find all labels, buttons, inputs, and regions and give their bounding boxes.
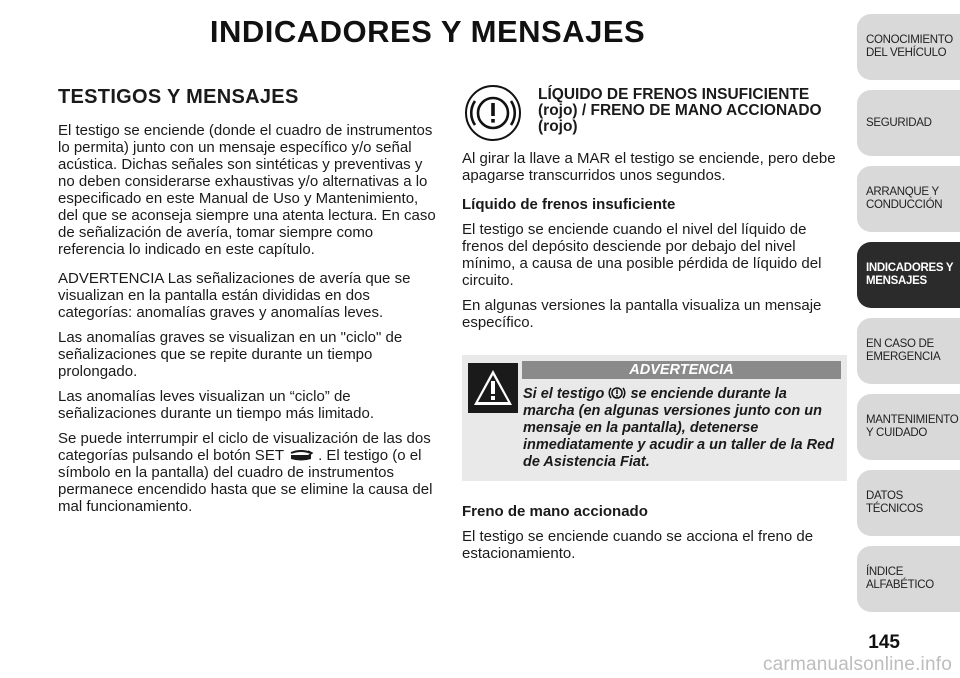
advertencia-text bbox=[468, 385, 839, 471]
subheading-liquido: Líquido de frenos insuficiente bbox=[462, 196, 676, 213]
tab-indice[interactable]: ÍNDICE ALFABÉTICO bbox=[857, 546, 960, 612]
right-column bbox=[462, 84, 847, 570]
liquido-paragraph: El testigo se enciende cuando el nivel del líquido de frenos del depósito desciende por debajo del nivel mínimo, a causa de una posible pérdida de líquido del circuito. bbox=[462, 221, 822, 289]
brake-warning-icon bbox=[464, 84, 522, 142]
left-column bbox=[58, 86, 440, 523]
tab-emergencia[interactable]: EN CASO DE EMERGENCIA bbox=[857, 318, 960, 384]
page-number: 145 bbox=[868, 632, 900, 653]
tab-datos[interactable]: DATOS TÉCNICOS bbox=[857, 470, 960, 536]
display-paragraph: En algunas versiones la pantalla visualiza un mensaje específico. bbox=[462, 297, 822, 331]
mar-paragraph: Al girar la llave a MAR el testigo se enciende, pero debe apagarse transcurridos unos segundos. bbox=[462, 150, 836, 184]
advertencia-text-line bbox=[468, 385, 839, 471]
page-title: INDICADORES Y MENSAJES bbox=[209, 14, 646, 49]
warning-title: LÍQUIDO DE FRENOS INSUFICIENTE (rojo) / FRENO DE MANO ACCIONADO (rojo) bbox=[538, 86, 822, 135]
advertencia-text-a: Si el testigo bbox=[523, 386, 605, 402]
chapter-tabs bbox=[857, 14, 960, 622]
set-paragraph-text-a: Se puede interrumpir el ciclo de visualización de las dos categorías pulsando el botón SET bbox=[58, 430, 431, 464]
set-paragraph bbox=[58, 430, 440, 515]
inline-brake-icon bbox=[608, 385, 626, 401]
tab-conocimiento[interactable]: CONOCIMIENTO DEL VEHÍCULO bbox=[857, 14, 960, 80]
freno-paragraph: El testigo se enciende cuando se acciona el freno de estacionamiento. bbox=[462, 528, 814, 562]
advertencia-banner: ADVERTENCIA bbox=[522, 361, 841, 379]
leves-paragraph: Las anomalías leves visualizan un “ciclo” de señalizaciones durante un tiempo más limitado. bbox=[58, 388, 375, 422]
tab-indicadores[interactable]: INDICADORES Y MENSAJES bbox=[857, 242, 960, 308]
tab-seguridad[interactable]: SEGURIDAD bbox=[857, 90, 960, 156]
set-paragraph-text-b: . El testigo (o el símbolo en la pantalla) del cuadro de instrumentos permanece encendido hasta que se elimine la causa del mal funcionamiento. bbox=[58, 447, 433, 515]
tab-mantenimiento[interactable]: MANTENIMIENTO Y CUIDADO bbox=[857, 394, 960, 460]
intro-paragraph: El testigo se enciende (donde el cuadro de instrumentos lo permita) junto con un mensaje específico y/o señal acústica. Dichas señales son sintéticas y preventivas y no deben considerarse exhaustivas y/o alternativas a lo especificado en este Manual de Uso y Mantenimiento, del que se aconseja siempre una atenta lectura. En caso de señalización de avería, tomar siempre como referencia lo indicado en este capítulo. bbox=[58, 122, 436, 258]
advertencia-text-b: se enciende durante la marcha (en algunas versiones junto con un mensaje en la pantalla), detenerse inmediatamente y acudir a un taller de la Red de Asistencia Fiat. bbox=[523, 386, 835, 470]
tab-arranque[interactable]: ARRANQUE Y CONDUCCIÓN bbox=[857, 166, 960, 232]
watermark: carmanualsonline.info bbox=[762, 654, 952, 675]
advertencia-paragraph: ADVERTENCIA Las señalizaciones de avería que se visualizan en la pantalla están divididas en dos categorías: anomalías graves y anomalías leves. bbox=[58, 270, 411, 321]
warning-header bbox=[462, 84, 847, 142]
graves-paragraph: Las anomalías graves se visualizan en un "ciclo" de señalizaciones que se repite durante un tiempo prolongado. bbox=[58, 329, 403, 380]
freno-section bbox=[462, 503, 847, 562]
set-button-icon bbox=[288, 450, 314, 462]
section-heading: TESTIGOS Y MENSAJES bbox=[58, 86, 299, 108]
subheading-freno: Freno de mano accionado bbox=[462, 503, 648, 520]
advertencia-box bbox=[462, 355, 847, 481]
